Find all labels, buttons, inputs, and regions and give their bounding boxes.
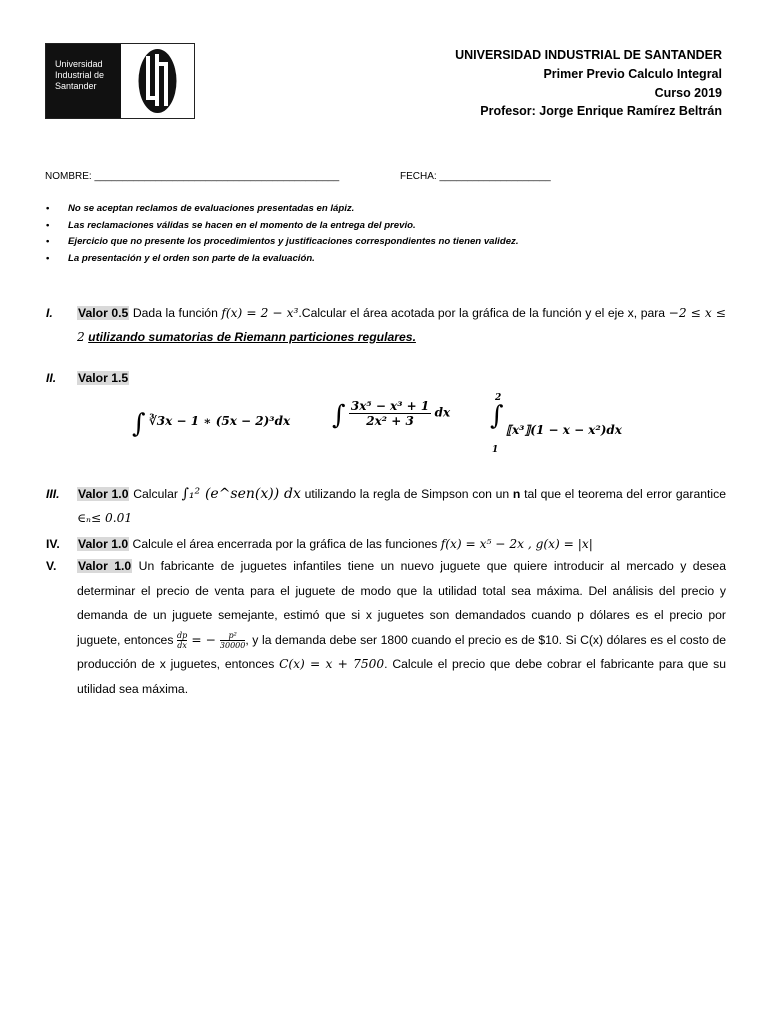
valor-badge: Valor 0.5 — [78, 306, 129, 320]
name-field: NOMBRE: ____________________________________________ — [45, 171, 340, 182]
logo-line-2: Industrial de — [55, 70, 105, 80]
question-number: I. — [46, 306, 53, 320]
question-text: Dada la función — [129, 306, 222, 320]
question-text: .Calcular el área acotada por la gráfica de la función y el eje x, para — [298, 306, 669, 320]
n-symbol: n — [512, 487, 521, 501]
integral-2-dx: dx — [434, 405, 451, 420]
valor-badge: Valor 1.0 — [78, 537, 129, 551]
date-field: FECHA: ____________________ — [400, 171, 551, 182]
upper-limit: 2 — [495, 393, 502, 403]
fraction-denominator: 2x² + 3 — [366, 414, 414, 428]
exam-title: Primer Previo Calculo Integral — [543, 66, 722, 81]
error-bound: ∈ₙ≤ 0.01 — [77, 511, 133, 525]
fraction-numerator: p² — [220, 631, 245, 641]
logo-line-3: Santander — [55, 81, 97, 91]
question-number: III. — [46, 487, 60, 501]
function-expression: f(x) = 2 − x³ — [221, 306, 299, 320]
integrals-row — [0, 393, 768, 463]
logo-line-1: Universidad — [55, 59, 103, 69]
exam-rules — [46, 201, 519, 267]
question-number: II. — [46, 371, 57, 385]
question-number: IV. — [46, 537, 60, 551]
question-text: . Calcule el precio que debe cobrar el fabricante para que su utilidad sea máxima. — [77, 657, 726, 696]
rule-item: • No se aceptan reclamos de evaluaciones presentadas en lápiz. — [46, 201, 519, 218]
method-note: utilizando sumatorias de Riemann particiones regulares. — [88, 330, 416, 344]
question-body — [77, 532, 726, 556]
question-2 — [46, 366, 726, 390]
equals-sign: = − — [187, 632, 220, 647]
course-year: Curso 2019 — [654, 85, 722, 100]
university-logo — [45, 43, 195, 119]
question-body — [77, 366, 726, 390]
dp-dx-fraction — [177, 631, 187, 650]
exam-header — [455, 46, 722, 121]
fraction-denominator: dx — [177, 640, 187, 650]
question-text: , y la demanda debe ser 1800 cuando el precio es de $10. Si C(x) dólares es el costo de producción de x juguetes, entonces — [77, 632, 726, 671]
valor-badge: Valor 1.0 — [78, 559, 132, 573]
question-number: V. — [46, 559, 57, 573]
integral-sign-icon: ∫ — [490, 401, 504, 431]
valor-badge: Valor 1.5 — [78, 371, 129, 385]
integral-2 — [332, 399, 450, 431]
question-body — [77, 301, 726, 349]
fraction-numerator: dp — [177, 630, 188, 640]
cost-function: C(x) = x + 7500 — [279, 657, 385, 671]
question-text: Un fabricante de juguetes infantiles tiene un nuevo juguete que quiere introducir al mercado y desea determinar el precio de venta para el juguete de modo que la utilidad total sea máxima. Del análisis del precio y demanda de un juguete semejante, estimó que si x juguetes son demandados cuando p dólares es el precio por juguete, entonces — [77, 559, 726, 647]
question-4 — [46, 532, 726, 556]
integral-1 — [132, 409, 290, 439]
fraction-numerator: 3x⁵ − x³ + 1 — [350, 399, 430, 413]
rule-item: • Las reclamaciones válidas se hacen en el momento de la entrega del previo. — [46, 218, 519, 235]
question-text: Calcular — [129, 487, 182, 501]
question-1 — [46, 301, 726, 349]
integral-3-expression: ⟦x³⟧(1 − x − x²)dx — [506, 423, 622, 437]
integral-1-expression: ∛3x − 1 ∗ (5x − 2)³dx — [148, 414, 291, 428]
logo-text-block — [46, 44, 121, 118]
question-text: Calcule el área encerrada por la gráfica de las funciones — [129, 537, 441, 551]
question-text: tal que el teorema del error garantice — [520, 487, 726, 501]
question-3 — [46, 482, 726, 530]
university-name: UNIVERSIDAD INDUSTRIAL DE SANTANDER — [455, 48, 722, 62]
question-5 — [46, 554, 726, 701]
professor-name: Profesor: Jorge Enrique Ramírez Beltrán — [480, 104, 722, 119]
question-body — [77, 554, 726, 701]
p-squared-fraction — [220, 631, 245, 650]
question-text: utilizando la regla de Simpson con un — [300, 487, 513, 501]
integral-sign-icon: ∫ — [132, 409, 146, 439]
functions-expression: f(x) = x⁵ − 2x , g(x) = |x| — [440, 537, 593, 551]
range-expression: −2 ≤ x ≤ 2 — [77, 306, 727, 344]
rule-item: • Ejercicio que no presente los procedimientos y justificaciones correspondientes no tienen validez. — [46, 234, 519, 251]
integral-sign-icon: ∫ — [332, 400, 346, 431]
lower-limit: 1 — [492, 445, 499, 455]
fraction-denominator: 30000 — [219, 640, 246, 650]
uis-mark-icon — [121, 44, 194, 118]
question-body — [77, 482, 726, 530]
simpson-integral: ∫₁² (e^sen(x)) dx — [181, 486, 301, 502]
rule-item: • La presentación y el orden son parte de la evaluación. — [46, 251, 519, 268]
valor-badge: Valor 1.0 — [78, 487, 129, 501]
integral-2-fraction — [349, 399, 431, 428]
